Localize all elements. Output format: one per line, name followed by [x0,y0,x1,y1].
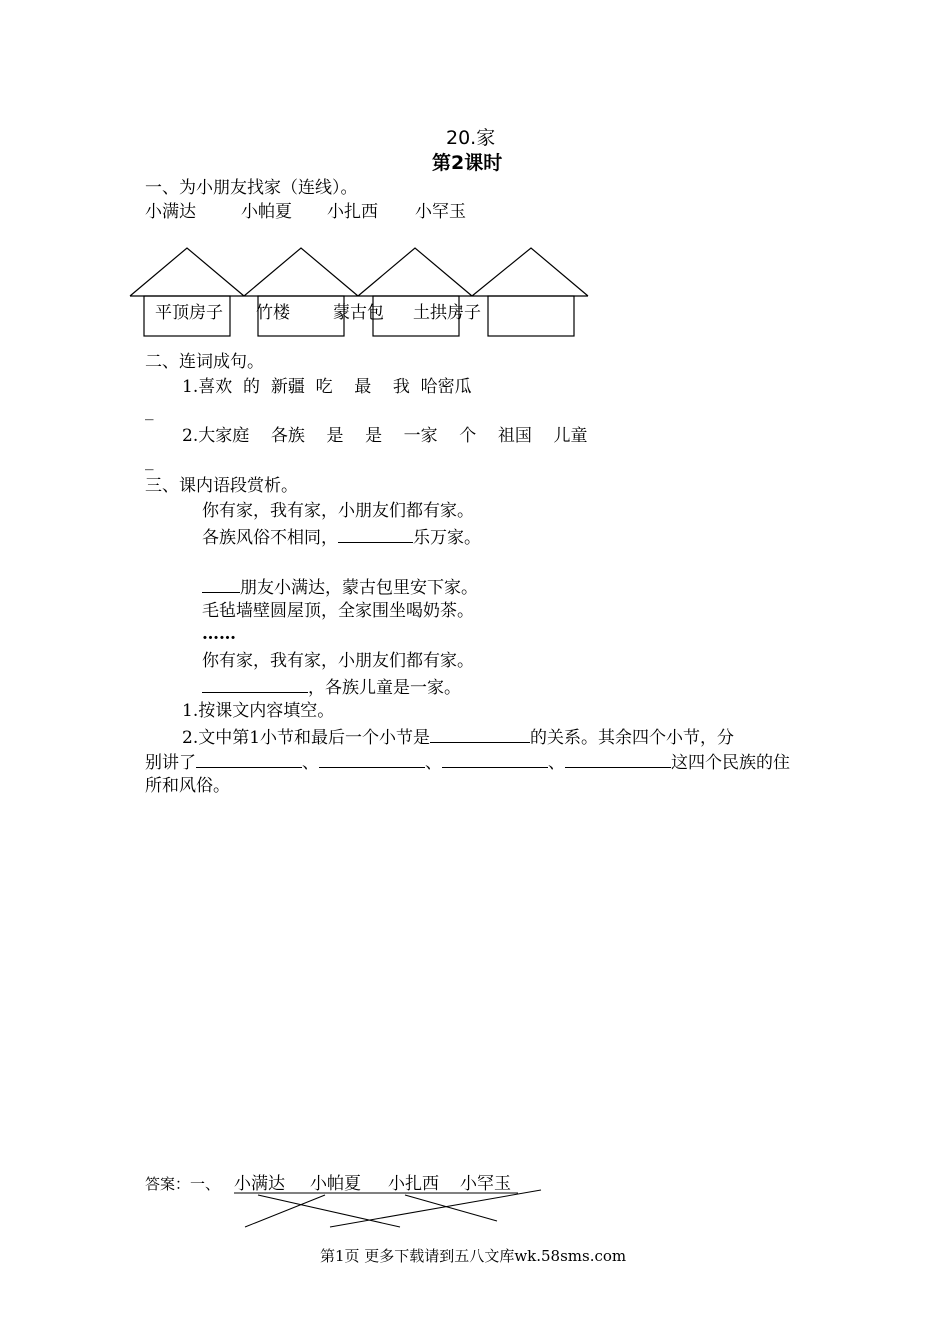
page-footer: 第1页 更多下载请到五八文库wk.58sms.com [320,1247,627,1265]
period-title: 第2课时 [432,152,503,174]
separator: 、 [425,753,442,773]
section3-question-2-line-3: 所和风俗。 [145,776,230,796]
poem-line-2-pre: 各族风俗不相同， [202,528,338,548]
match-line-3 [405,1195,497,1221]
poem-line-6-post: ，各族儿童是一家。 [308,678,461,698]
section1-heading: 一、为小朋友找家（连线）。 [145,178,358,198]
answer-name-1: 小满达 [234,1174,285,1194]
child-name-2: 小帕夏 [241,202,292,222]
match-line-4 [330,1190,541,1227]
answer-name-3: 小扎西 [388,1174,439,1194]
q2-line2-post: 这四个民族的住 [671,753,790,773]
section2-answer-mark-2: _ [145,451,154,471]
child-name-1: 小满达 [145,202,196,222]
section2-heading: 二、连词成句。 [145,352,264,372]
lesson-title: 20.家 [446,127,496,149]
house-label-1: 平顶房子 [155,303,223,323]
poem-line-2-post: 乐万家。 [413,528,481,548]
match-line-2 [245,1195,325,1227]
separator: 、 [302,753,319,773]
answer-name-2: 小帕夏 [310,1174,361,1194]
q2-post: 的关系。其余四个小节，分 [530,728,735,748]
answer-label: 答案：一、 [145,1175,221,1193]
q2-pre: 2.文中第1小节和最后一个小节是 [182,728,431,748]
answer-name-4: 小罕玉 [460,1174,511,1194]
child-name-3: 小扎西 [327,202,378,222]
section2-answer-mark-1: _ [145,401,154,421]
poem-line-3-post: 朋友小满达，蒙古包里安下家。 [240,578,478,598]
house-label-3: 蒙古包 [333,303,384,323]
poem-line-5: 你有家，我有家，小朋友们都有家。 [202,651,474,671]
section3-heading: 三、课内语段赏析。 [145,476,298,496]
section2-question-2: 2.大家庭 各族 是 是 一家 个 祖国 儿童 [182,426,588,446]
match-line-1 [258,1195,400,1227]
separator: 、 [548,753,565,773]
section2-question-1: 1.喜欢 的 新疆 吃 最 我 哈密瓜 [182,377,472,397]
poem-line-4: 毛毡墙壁圆屋顶，全家围坐喝奶茶。 [202,601,474,621]
poem-ellipsis: …… [202,624,236,644]
child-name-4: 小罕玉 [415,202,466,222]
house-label-2: 竹楼 [256,303,290,323]
poem-line-1: 你有家，我有家，小朋友们都有家。 [202,501,474,521]
q2-line2-pre: 别讲了 [145,753,196,773]
section3-question-1: 1.按课文内容填空。 [182,701,335,721]
house-label-4: 土拱房子 [413,303,481,323]
